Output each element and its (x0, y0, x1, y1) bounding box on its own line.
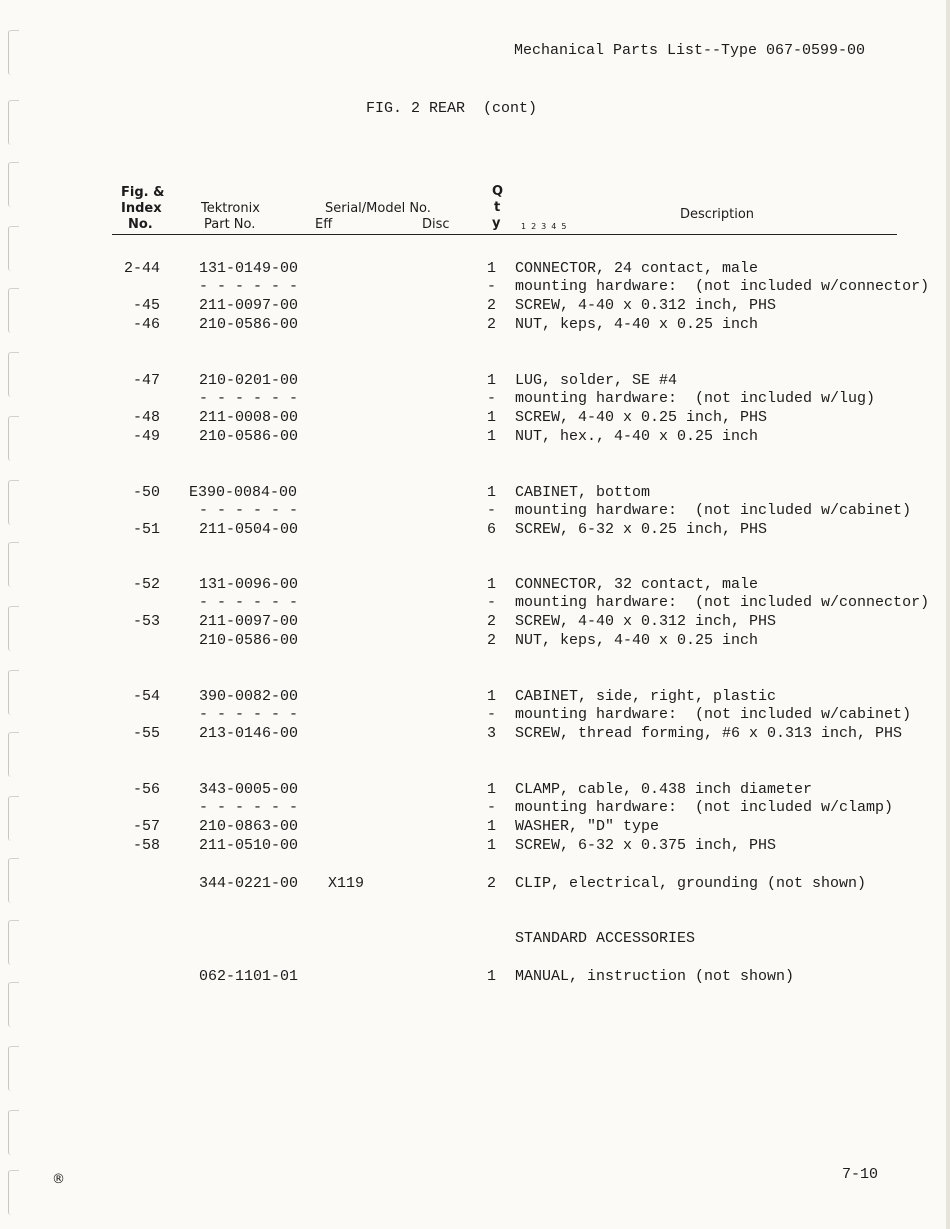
col-qty-q: Q (492, 184, 504, 199)
row-desc: SCREW, 4-40 x 0.25 inch, PHS (515, 409, 768, 426)
col-indent-levels: 12345 (521, 222, 572, 231)
row-desc: mounting hardware: (not included w/cabinet) (515, 706, 912, 723)
row-qty: - (487, 390, 497, 407)
row-index: -52 (132, 576, 160, 593)
row-desc: CONNECTOR, 24 contact, male (515, 260, 759, 277)
row-desc: NUT, keps, 4-40 x 0.25 inch (515, 632, 759, 649)
row-index: -55 (132, 725, 160, 742)
binder-hole (8, 1170, 19, 1215)
row-part: 210-0586-00 (199, 428, 299, 445)
row-part: 131-0149-00 (199, 260, 299, 277)
row-index: -48 (132, 409, 160, 426)
row-part: 210-0863-00 (199, 818, 299, 835)
row-part: 211-0097-00 (199, 297, 299, 314)
row-desc: STANDARD ACCESSORIES (515, 930, 696, 947)
row-qty: 1 (487, 688, 497, 705)
binder-hole (8, 732, 19, 777)
row-part: 390-0082-00 (199, 688, 299, 705)
row-part: - - - - - - (199, 706, 299, 723)
row-part: 062-1101-01 (199, 968, 299, 985)
row-index: -53 (132, 613, 160, 630)
row-qty: 2 (487, 875, 497, 892)
binder-hole (8, 288, 19, 333)
row-part: 343-0005-00 (199, 781, 299, 798)
row-part: 210-0201-00 (199, 372, 299, 389)
row-part: - - - - - - (199, 594, 299, 611)
binder-hole (8, 416, 19, 461)
binder-hole (8, 352, 19, 397)
row-qty: - (487, 799, 497, 816)
row-desc: SCREW, 6-32 x 0.25 inch, PHS (515, 521, 768, 538)
row-index: -57 (132, 818, 160, 835)
row-qty: 2 (487, 613, 497, 630)
row-eff: X119 (328, 875, 365, 892)
row-desc: mounting hardware: (not included w/clamp) (515, 799, 894, 816)
row-desc: mounting hardware: (not included w/connector) (515, 594, 930, 611)
row-index: -47 (132, 372, 160, 389)
row-qty: 1 (487, 409, 497, 426)
row-qty: 1 (487, 484, 497, 501)
row-part: - - - - - - (199, 799, 299, 816)
binder-hole (8, 858, 19, 903)
col-fig-line2: Index (121, 201, 162, 216)
row-desc: CLAMP, cable, 0.438 inch diameter (515, 781, 813, 798)
row-desc: SCREW, 4-40 x 0.312 inch, PHS (515, 297, 777, 314)
row-index: -50 (132, 484, 160, 501)
binder-hole (8, 162, 19, 207)
row-desc: SCREW, 4-40 x 0.312 inch, PHS (515, 613, 777, 630)
row-desc: WASHER, "D" type (515, 818, 660, 835)
row-desc: SCREW, 6-32 x 0.375 inch, PHS (515, 837, 777, 854)
row-qty: 1 (487, 968, 497, 985)
row-qty: 6 (487, 521, 497, 538)
row-part: - - - - - - (199, 390, 299, 407)
row-index: 2-44 (123, 260, 160, 277)
row-desc: CABINET, bottom (515, 484, 651, 501)
row-part: 210-0586-00 (199, 632, 299, 649)
row-qty: - (487, 706, 497, 723)
binder-hole (8, 796, 19, 841)
row-qty: - (487, 278, 497, 295)
row-desc: NUT, keps, 4-40 x 0.25 inch (515, 316, 759, 333)
col-fig-line1: Fig. & (121, 185, 165, 200)
row-desc: mounting hardware: (not included w/connector) (515, 278, 930, 295)
binder-hole (8, 606, 19, 651)
row-part: 211-0504-00 (199, 521, 299, 538)
binder-hole (8, 100, 19, 145)
row-qty: 1 (487, 372, 497, 389)
row-qty: 3 (487, 725, 497, 742)
binder-hole (8, 30, 19, 75)
row-qty: 2 (487, 632, 497, 649)
binder-hole (8, 920, 19, 965)
row-desc: LUG, solder, SE #4 (515, 372, 678, 389)
row-index: -58 (132, 837, 160, 854)
row-qty: - (487, 594, 497, 611)
row-part: 211-0097-00 (199, 613, 299, 630)
row-desc: SCREW, thread forming, #6 x 0.313 inch, PHS (515, 725, 903, 742)
row-qty: 1 (487, 781, 497, 798)
page-number: 7-10 (842, 1166, 879, 1183)
row-qty: 1 (487, 260, 497, 277)
col-eff: Eff (315, 217, 333, 232)
binder-holes (8, 30, 22, 1210)
row-qty: 1 (487, 837, 497, 854)
row-part: E390-0084-00 (189, 484, 298, 501)
row-qty: 2 (487, 297, 497, 314)
row-part: 344-0221-00 (199, 875, 299, 892)
binder-hole (8, 226, 19, 271)
col-qty-t: t (494, 200, 501, 215)
binder-hole (8, 670, 19, 715)
row-qty: 2 (487, 316, 497, 333)
row-desc: CLIP, electrical, grounding (not shown) (515, 875, 867, 892)
col-part-line1: Tektronix (201, 201, 260, 216)
footer-mark: ® (52, 1172, 65, 1187)
binder-hole (8, 982, 19, 1027)
binder-hole (8, 1110, 19, 1155)
page-edge (946, 0, 950, 1229)
row-index: -45 (132, 297, 160, 314)
row-desc: mounting hardware: (not included w/cabinet) (515, 502, 912, 519)
row-part: 213-0146-00 (199, 725, 299, 742)
row-part: 210-0586-00 (199, 316, 299, 333)
row-qty: 1 (487, 428, 497, 445)
row-desc: CABINET, side, right, plastic (515, 688, 777, 705)
row-part: - - - - - - (199, 502, 299, 519)
col-serial: Serial/Model No. (325, 201, 431, 216)
page-header: Mechanical Parts List--Type 067-0599-00 (514, 42, 866, 59)
row-desc: mounting hardware: (not included w/lug) (515, 390, 876, 407)
col-part-line2: Part No. (204, 217, 256, 232)
binder-hole (8, 542, 19, 587)
row-qty: 1 (487, 576, 497, 593)
row-desc: MANUAL, instruction (not shown) (515, 968, 795, 985)
binder-hole (8, 480, 19, 525)
row-desc: NUT, hex., 4-40 x 0.25 inch (515, 428, 759, 445)
col-fig-line3: No. (128, 217, 153, 232)
binder-hole (8, 1046, 19, 1091)
figure-title: FIG. 2 REAR (cont) (366, 100, 538, 117)
row-part: 131-0096-00 (199, 576, 299, 593)
row-qty: - (487, 502, 497, 519)
row-qty: 1 (487, 818, 497, 835)
row-desc: CONNECTOR, 32 contact, male (515, 576, 759, 593)
row-index: -56 (132, 781, 160, 798)
row-index: -54 (132, 688, 160, 705)
row-part: 211-0510-00 (199, 837, 299, 854)
row-index: -46 (132, 316, 160, 333)
row-index: -51 (132, 521, 160, 538)
row-part: - - - - - - (199, 278, 299, 295)
col-disc: Disc (422, 217, 450, 232)
col-qty-y: y (492, 216, 501, 231)
row-part: 211-0008-00 (199, 409, 299, 426)
col-description: Description (680, 207, 755, 222)
header-rule (112, 234, 897, 235)
row-index: -49 (132, 428, 160, 445)
